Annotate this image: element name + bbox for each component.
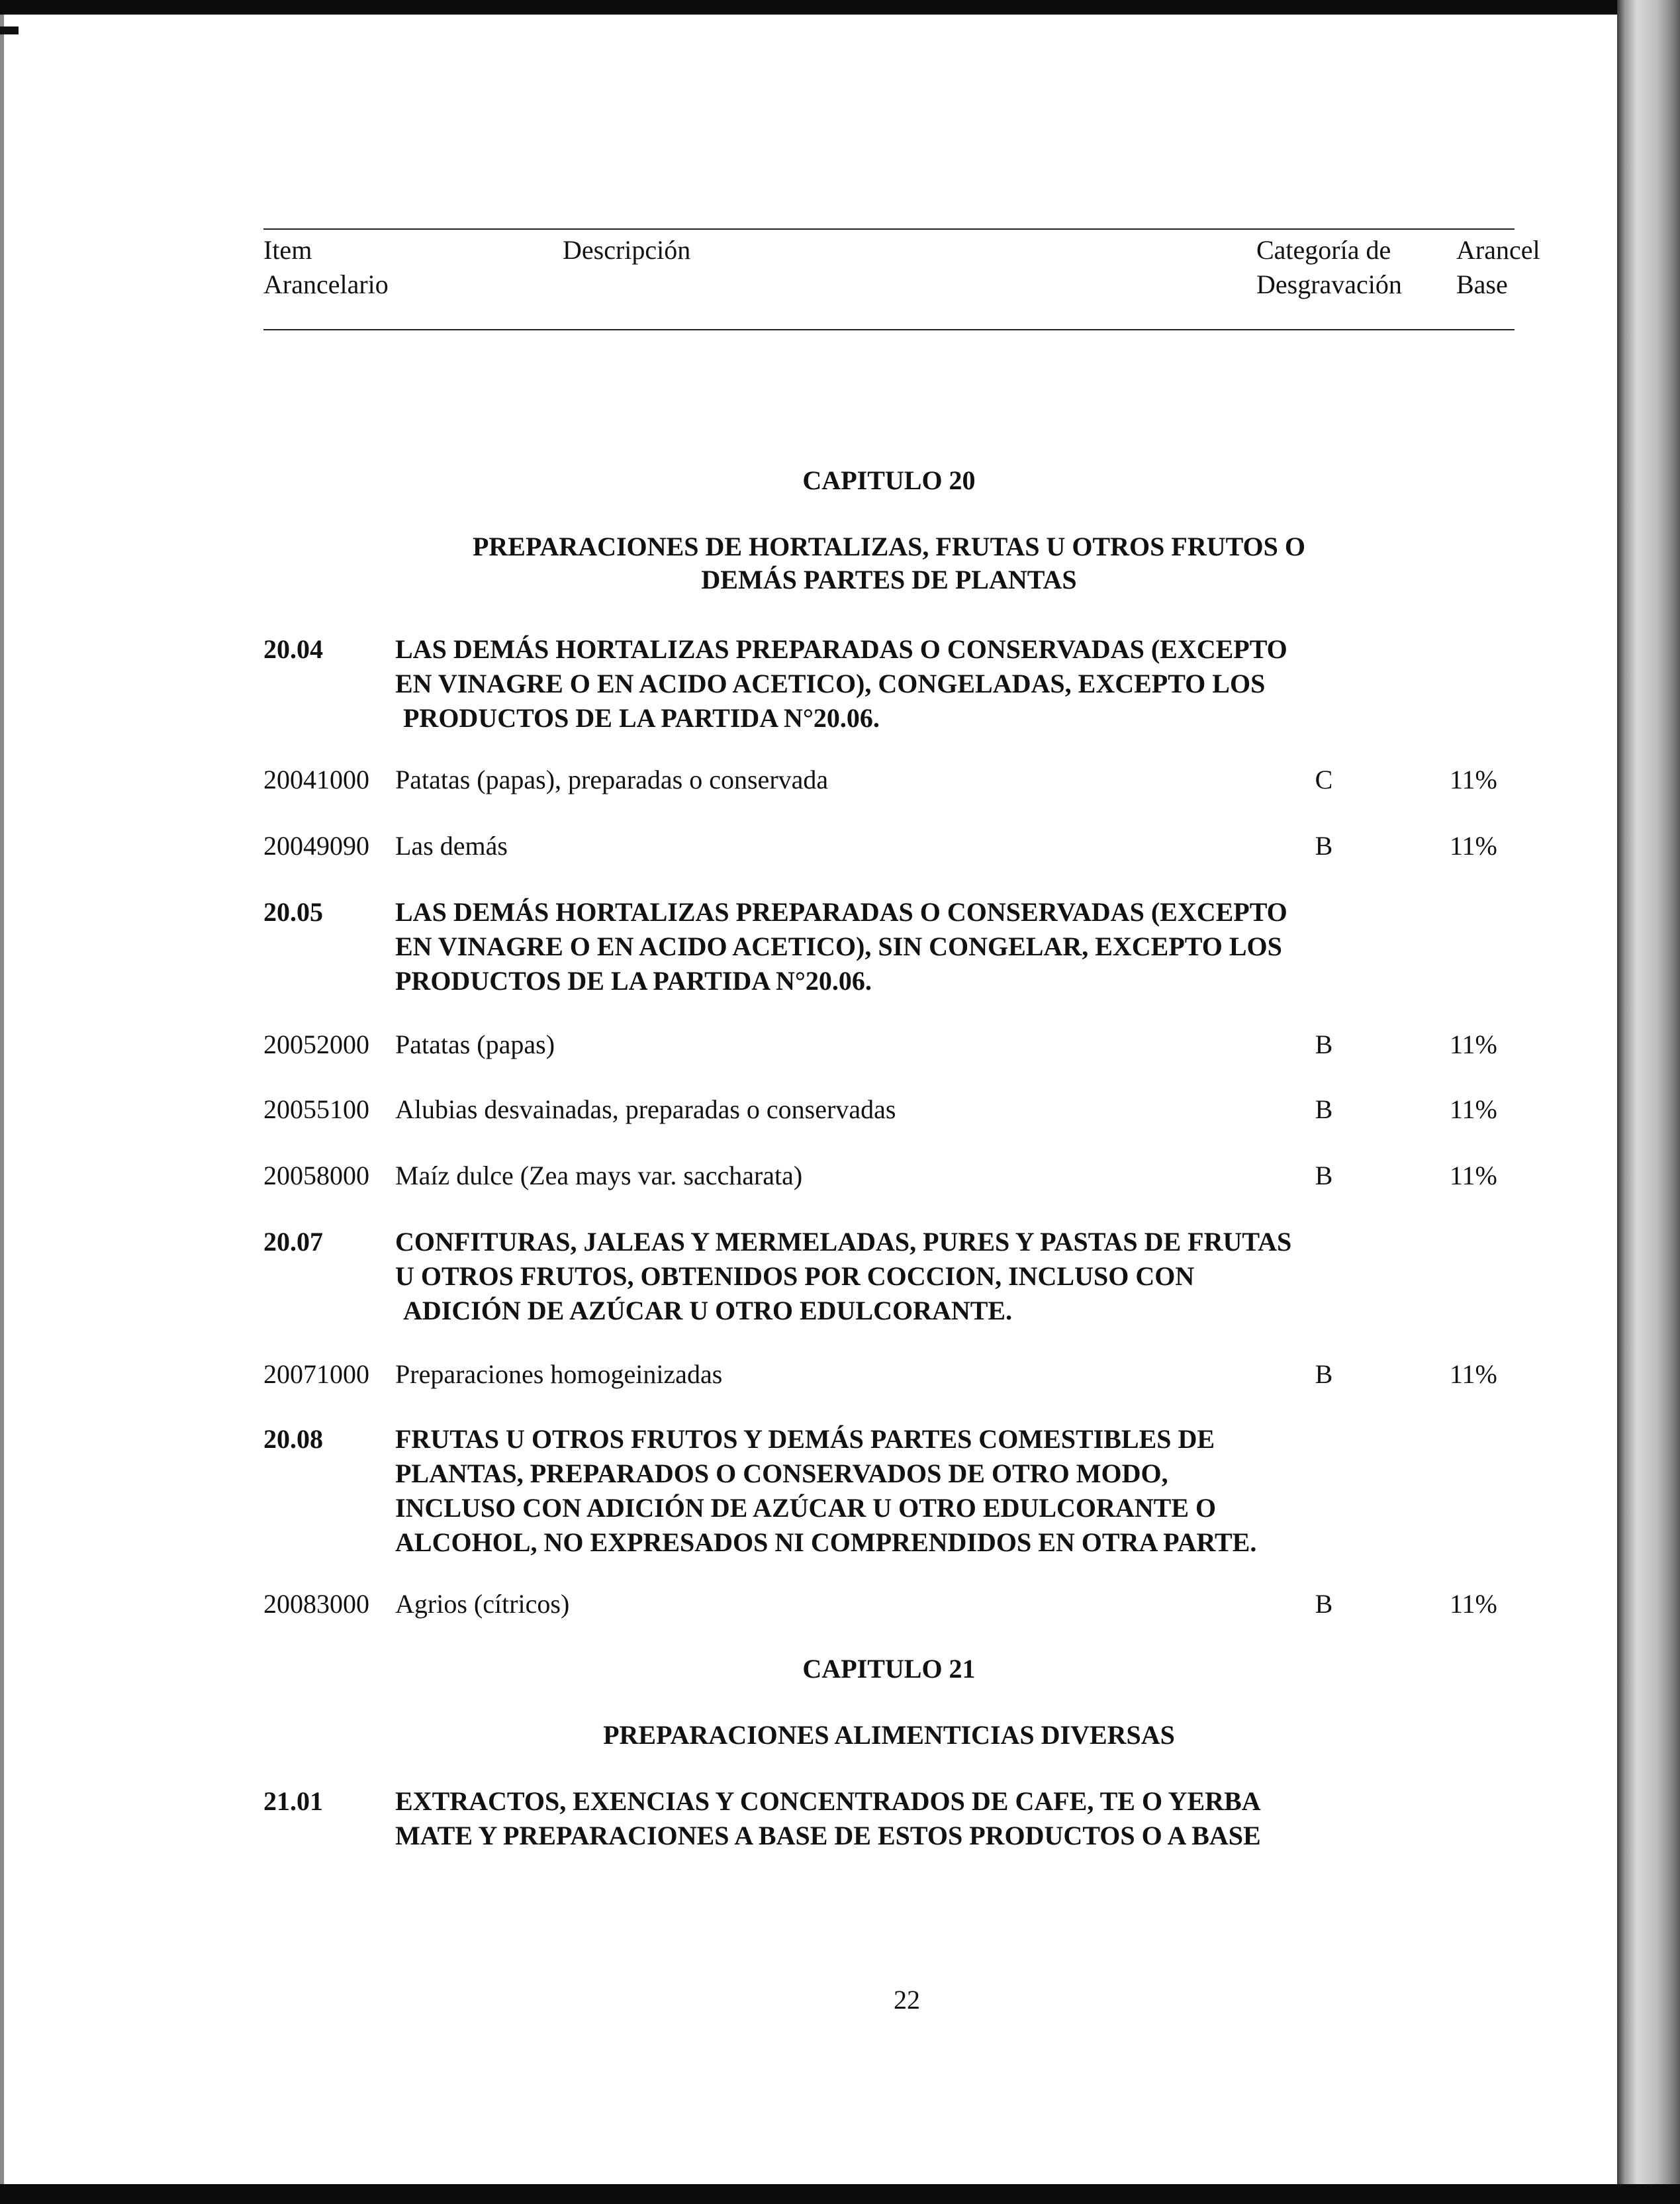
item-category: B [1315, 1589, 1333, 1619]
heading-line: LAS DEMÁS HORTALIZAS PREPARADAS O CONSERVADAS (EXCEPTO [395, 634, 1287, 664]
heading-line: PRODUCTOS DE LA PARTIDA N°20.06. [403, 703, 880, 733]
chapter-20-title: CAPITULO 20 [802, 465, 976, 495]
item-description: Agrios (cítricos) [395, 1589, 570, 1619]
item-description: Alubias desvainadas, preparadas o conservadas [395, 1094, 896, 1124]
heading-line: INCLUSO CON ADICIÓN DE AZÚCAR U OTRO EDULCORANTE O [395, 1493, 1217, 1523]
chapter-20-subtitle-line2: DEMÁS PARTES DE PLANTAS [701, 565, 1077, 595]
item-category: B [1315, 1094, 1333, 1124]
item-category: B [1315, 831, 1333, 861]
heading-line: ADICIÓN DE AZÚCAR U OTRO EDULCORANTE. [403, 1296, 1013, 1325]
item-description: Patatas (papas), preparadas o conservada [395, 765, 829, 794]
heading-description [395, 632, 1335, 736]
chapter-20-subtitle-line1: PREPARACIONES DE HORTALIZAS, FRUTAS U OTROS FRUTOS O [472, 532, 1306, 561]
item-code: 20055100 [263, 1094, 369, 1124]
item-category: B [1315, 1359, 1333, 1389]
heading-description [395, 1784, 1335, 1853]
item-rate: 11% [1450, 1030, 1497, 1059]
item-rate: 11% [1450, 1359, 1497, 1389]
heading-description [395, 1422, 1335, 1560]
heading-code: 20.04 [263, 634, 323, 664]
item-rate: 11% [1450, 765, 1497, 794]
item-code: 20052000 [263, 1030, 369, 1059]
item-code: 20083000 [263, 1589, 369, 1619]
header-rate-column [1456, 233, 1540, 302]
header-item-line1: Item [263, 235, 312, 265]
heading-description [395, 1225, 1335, 1328]
heading-description [395, 895, 1335, 998]
item-code: 20058000 [263, 1161, 369, 1190]
header-category-column [1256, 233, 1402, 302]
heading-line: U OTROS FRUTOS, OBTENIDOS POR COCCION, INCLUSO CON [395, 1261, 1195, 1291]
chapter-21-title: CAPITULO 21 [802, 1654, 976, 1684]
heading-code: 20.08 [263, 1424, 323, 1454]
item-code: 20071000 [263, 1359, 369, 1389]
heading-line: PRODUCTOS DE LA PARTIDA N°20.06. [395, 966, 872, 996]
header-category-line2: Desgravación [1256, 269, 1402, 299]
heading-line: PLANTAS, PREPARADOS O CONSERVADOS DE OTRO MODO, [395, 1459, 1168, 1488]
item-category: B [1315, 1161, 1333, 1190]
header-item-column [263, 233, 389, 302]
header-category-line1: Categoría de [1256, 235, 1391, 265]
header-description-label: Descripción [563, 235, 691, 265]
header-top-rule [263, 228, 1515, 230]
item-rate: 11% [1450, 831, 1497, 861]
item-description: Las demás [395, 831, 508, 861]
header-bottom-rule [263, 329, 1515, 330]
item-rate: 11% [1450, 1094, 1497, 1124]
heading-code: 20.05 [263, 897, 323, 927]
heading-line: LAS DEMÁS HORTALIZAS PREPARADAS O CONSERVADAS (EXCEPTO [395, 897, 1287, 927]
chapter-21-subtitle: PREPARACIONES ALIMENTICIAS DIVERSAS [603, 1720, 1175, 1750]
header-description-column [563, 233, 690, 267]
item-description: Preparaciones homogeinizadas [395, 1359, 723, 1389]
heading-line: ALCOHOL, NO EXPRESADOS NI COMPRENDIDOS EN OTRA PARTE. [395, 1527, 1257, 1557]
heading-line: EN VINAGRE O EN ACIDO ACETICO), SIN CONGELAR, EXCEPTO LOS [395, 932, 1282, 961]
heading-code: 20.07 [263, 1227, 323, 1257]
item-category: C [1315, 765, 1333, 794]
heading-line: CONFITURAS, JALEAS Y MERMELADAS, PURES Y PASTAS DE FRUTAS [395, 1227, 1292, 1257]
heading-line: EXTRACTOS, EXENCIAS Y CONCENTRADOS DE CAFE, TE O YERBA [395, 1786, 1261, 1816]
heading-code: 21.01 [263, 1786, 323, 1816]
item-rate: 11% [1450, 1161, 1497, 1190]
heading-line: EN VINAGRE O EN ACIDO ACETICO), CONGELADAS, EXCEPTO LOS [395, 669, 1266, 698]
item-description: Maíz dulce (Zea mays var. saccharata) [395, 1161, 803, 1190]
item-rate: 11% [1450, 1589, 1497, 1619]
page-number: 22 [894, 1985, 920, 2015]
item-category: B [1315, 1030, 1333, 1059]
header-item-line2: Arancelario [263, 269, 389, 299]
item-description: Patatas (papas) [395, 1030, 555, 1059]
item-code: 20049090 [263, 831, 369, 861]
item-code: 20041000 [263, 765, 369, 794]
heading-line: FRUTAS U OTROS FRUTOS Y DEMÁS PARTES COMESTIBLES DE [395, 1424, 1215, 1454]
heading-line: MATE Y PREPARACIONES A BASE DE ESTOS PRODUCTOS O A BASE [395, 1821, 1261, 1850]
header-rate-line1: Arancel [1456, 235, 1540, 265]
header-rate-line2: Base [1456, 269, 1508, 299]
